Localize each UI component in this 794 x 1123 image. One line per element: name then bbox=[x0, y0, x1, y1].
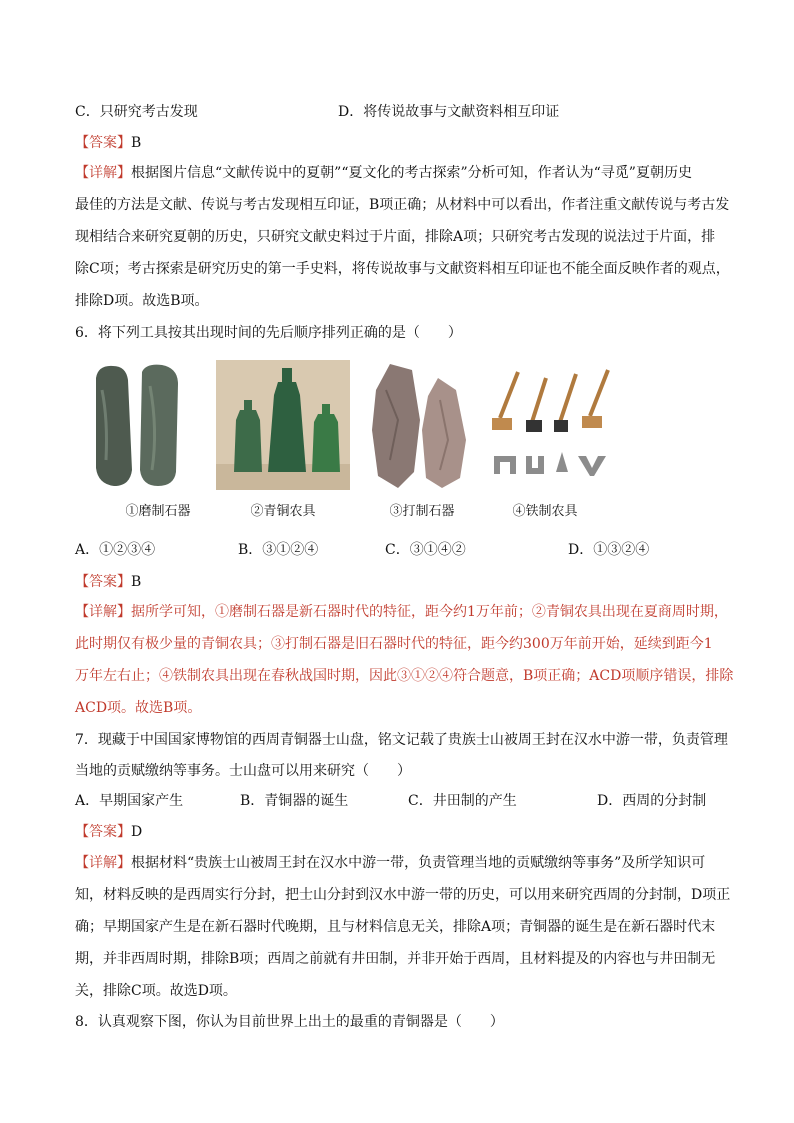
chipped-stone-tools-image bbox=[368, 360, 472, 490]
q7-detail-line-0 bbox=[75, 853, 705, 873]
q6-answer bbox=[75, 572, 141, 592]
bronze-farm-tools-image bbox=[216, 360, 350, 490]
q7-detail-line-4: 关，排除C项。故选D项。 bbox=[75, 983, 237, 999]
q7-stem-line-0: 7．现藏于中国国家博物馆的西周青铜器士山盘，铭文记载了贵族士山被周王封在汉水中游一带，负责管理 bbox=[75, 732, 728, 748]
detail-text: 据所学可知，①磨制石器是新石器时代的特征，距今约1万年前；②青铜农具出现在夏商周时期， bbox=[131, 604, 728, 620]
image-caption-1: ①磨制石器 bbox=[125, 504, 191, 519]
image-caption-4: ④铁制农具 bbox=[512, 504, 578, 519]
q5-detail-line-0 bbox=[75, 163, 692, 183]
answer-tag: 【答案】 bbox=[75, 824, 131, 840]
q5-detail-line-4: 排除D项。故选B项。 bbox=[75, 293, 209, 309]
detail-tag: 【详解】 bbox=[75, 165, 131, 181]
answer-value: B bbox=[131, 135, 142, 151]
answer-value: D bbox=[131, 824, 143, 840]
q7-detail-line-2: 确；早期国家产生是在新石器时代晚期，且与材料信息无关，排除A项；青铜器的诞生是在新石器时代末 bbox=[75, 919, 716, 935]
q5-answer bbox=[75, 133, 141, 153]
q6-option-b: B．③①②④ bbox=[238, 542, 319, 558]
q6-option-a: A．①②③④ bbox=[75, 542, 156, 558]
iron-farm-tools-image bbox=[486, 360, 620, 490]
image-caption-2: ②青铜农具 bbox=[250, 504, 316, 519]
q5-detail-line-2: 现相结合来研究夏朝的历史，只研究文献史料过于片面，排除A项；只研究考古发现的说法过于片面，排 bbox=[75, 229, 716, 245]
answer-tag: 【答案】 bbox=[75, 135, 131, 151]
image-caption-3: ③打制石器 bbox=[389, 504, 455, 519]
detail-text: 根据材料“贵族士山被周王封在汉水中游一带，负责管理当地的贡赋缴纳等事务”及所学知识可 bbox=[131, 855, 706, 871]
q6-option-d: D．①③②④ bbox=[568, 542, 650, 558]
q7-detail-line-1: 知，材料反映的是西周实行分封，把士山分封到汉水中游一带的历史，可以用来研究西周的分封制，D项正 bbox=[75, 887, 731, 903]
q7-option-b: B．青铜器的诞生 bbox=[240, 793, 349, 809]
detail-tag: 【详解】 bbox=[75, 604, 131, 620]
q7-answer bbox=[75, 822, 142, 842]
answer-tag: 【答案】 bbox=[75, 574, 131, 590]
q6-detail-line-1: 此时期仅有极少量的青铜农具；③打制石器是旧石器时代的特征，距今约300万年前开始，延续到距今1 bbox=[75, 636, 713, 652]
detail-text: 根据图片信息“文献传说中的夏朝”“夏文化的考古探索”分析可知，作者认为“寻觅”夏朝历史 bbox=[131, 165, 692, 181]
q6-detail-line-2: 万年左右止；④铁制农具出现在春秋战国时期，因此③①②④符合题意，B项正确；ACD项顺序错误，排除 bbox=[75, 668, 734, 684]
q7-option-d: D．西周的分封制 bbox=[597, 793, 707, 809]
q5-option-c: C．只研究考古发现 bbox=[75, 104, 198, 120]
q6-stem: 6．将下列工具按其出现时间的先后顺序排列正确的是（ ） bbox=[75, 325, 462, 341]
q8-stem: 8．认真观察下图，你认为目前世界上出土的最重的青铜器是（ ） bbox=[75, 1014, 504, 1030]
q7-detail-line-3: 期，并非西周时期，排除B项；西周之前就有井田制，并非开始于西周，且材料提及的内容也与井田制无 bbox=[75, 951, 716, 967]
polished-stone-tools-image bbox=[88, 360, 188, 490]
q6-detail-line-0 bbox=[75, 602, 728, 622]
q5-detail-line-1: 最佳的方法是文献、传说与考古发现相互印证，B项正确；从材料中可以看出，作者注重文献传说与考古发 bbox=[75, 197, 730, 213]
q7-stem-line-1: 当地的贡赋缴纳等事务。士山盘可以用来研究（ ） bbox=[75, 763, 411, 779]
q7-option-c: C．井田制的产生 bbox=[408, 793, 517, 809]
q6-detail-line-3: ACD项。故选B项。 bbox=[75, 700, 202, 716]
answer-value: B bbox=[131, 574, 142, 590]
q5-detail-line-3: 除C项；考古探索是研究历史的第一手史料，将传说故事与文献资料相互印证也不能全面反映作者的观点， bbox=[75, 261, 730, 277]
q6-option-c: C．③①④② bbox=[385, 542, 466, 558]
q7-option-a: A．早期国家产生 bbox=[75, 793, 184, 809]
q5-option-d: D．将传说故事与文献资料相互印证 bbox=[338, 104, 560, 120]
detail-tag: 【详解】 bbox=[75, 855, 131, 871]
